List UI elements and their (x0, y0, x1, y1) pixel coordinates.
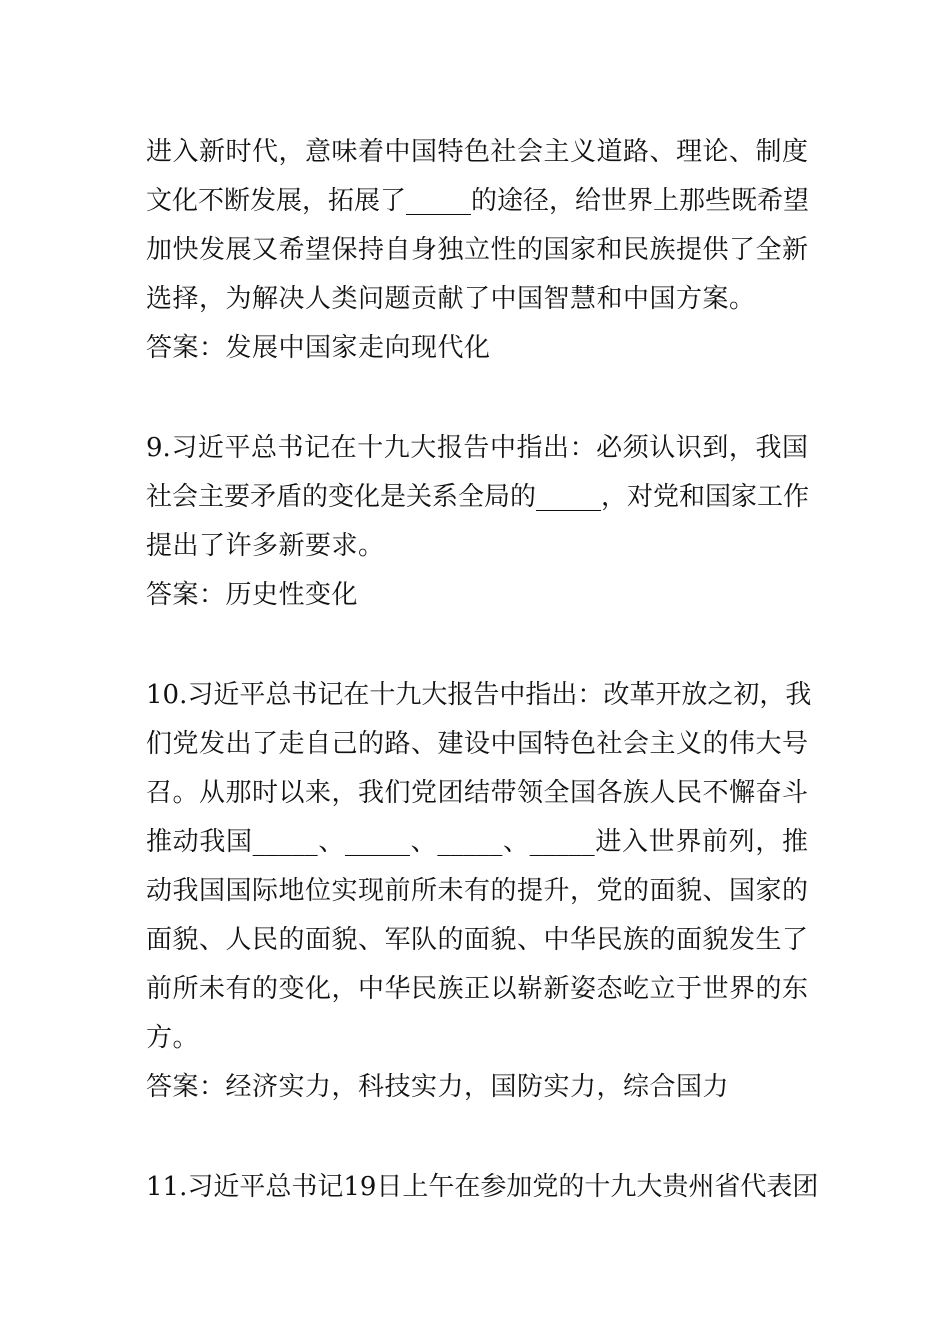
question-text-line: 面貌、人民的面貌、军队的面貌、中华民族的面貌发生了 (146, 925, 808, 955)
question-text-line: 方。 (146, 1023, 200, 1053)
question-text-line: 推动我国_____、_____、_____、_____进入世界前列，推 (146, 827, 808, 857)
question-text-line: 选择，为解决人类问题贡献了中国智慧和中国方案。 (146, 284, 756, 314)
question-text-line: 前所未有的变化，中华民族正以崭新姿态屹立于世界的东 (146, 974, 808, 1004)
answer-line: 答案：发展中国家走向现代化 (146, 333, 491, 363)
question-text-line: 动我国国际地位实现前所未有的提升，党的面貌、国家的 (146, 876, 808, 906)
spacer (146, 620, 808, 671)
spacer (146, 373, 808, 424)
question-text-line: 文化不断发展，拓展了_____的途径，给世界上那些既希望 (146, 186, 810, 216)
question-text-line: 召。从那时以来，我们党团结带领全国各族人民不懈奋斗 (146, 778, 808, 808)
question-text-line: 社会主要矛盾的变化是关系全局的_____，对党和国家工作 (146, 482, 810, 512)
answer-line: 答案：历史性变化 (146, 580, 359, 610)
question-text-line: 们党发出了走自己的路、建设中国特色社会主义的伟大号 (146, 729, 808, 759)
answer-line: 答案：经济实力，科技实力，国防实力，综合国力 (146, 1072, 730, 1102)
question-block (146, 671, 812, 1112)
question-block (146, 424, 808, 620)
question-text-line: 10.习近平总书记在十九大报告中指出：改革开放之初，我 (146, 680, 812, 710)
question-text-line: 11.习近平总书记19日上午在参加党的十九大贵州省代表团 (146, 1172, 819, 1202)
spacer (146, 1112, 808, 1163)
question-text-line: 加快发展又希望保持自身独立性的国家和民族提供了全新 (146, 235, 808, 265)
question-text-line: 9.习近平总书记在十九大报告中指出：必须认识到，我国 (146, 433, 808, 463)
question-block (146, 1163, 819, 1212)
document-page (146, 128, 819, 1212)
question-block (146, 128, 808, 373)
question-text-line: 提出了许多新要求。 (146, 531, 385, 561)
question-text-line: 进入新时代，意味着中国特色社会主义道路、理论、制度 (146, 137, 808, 167)
